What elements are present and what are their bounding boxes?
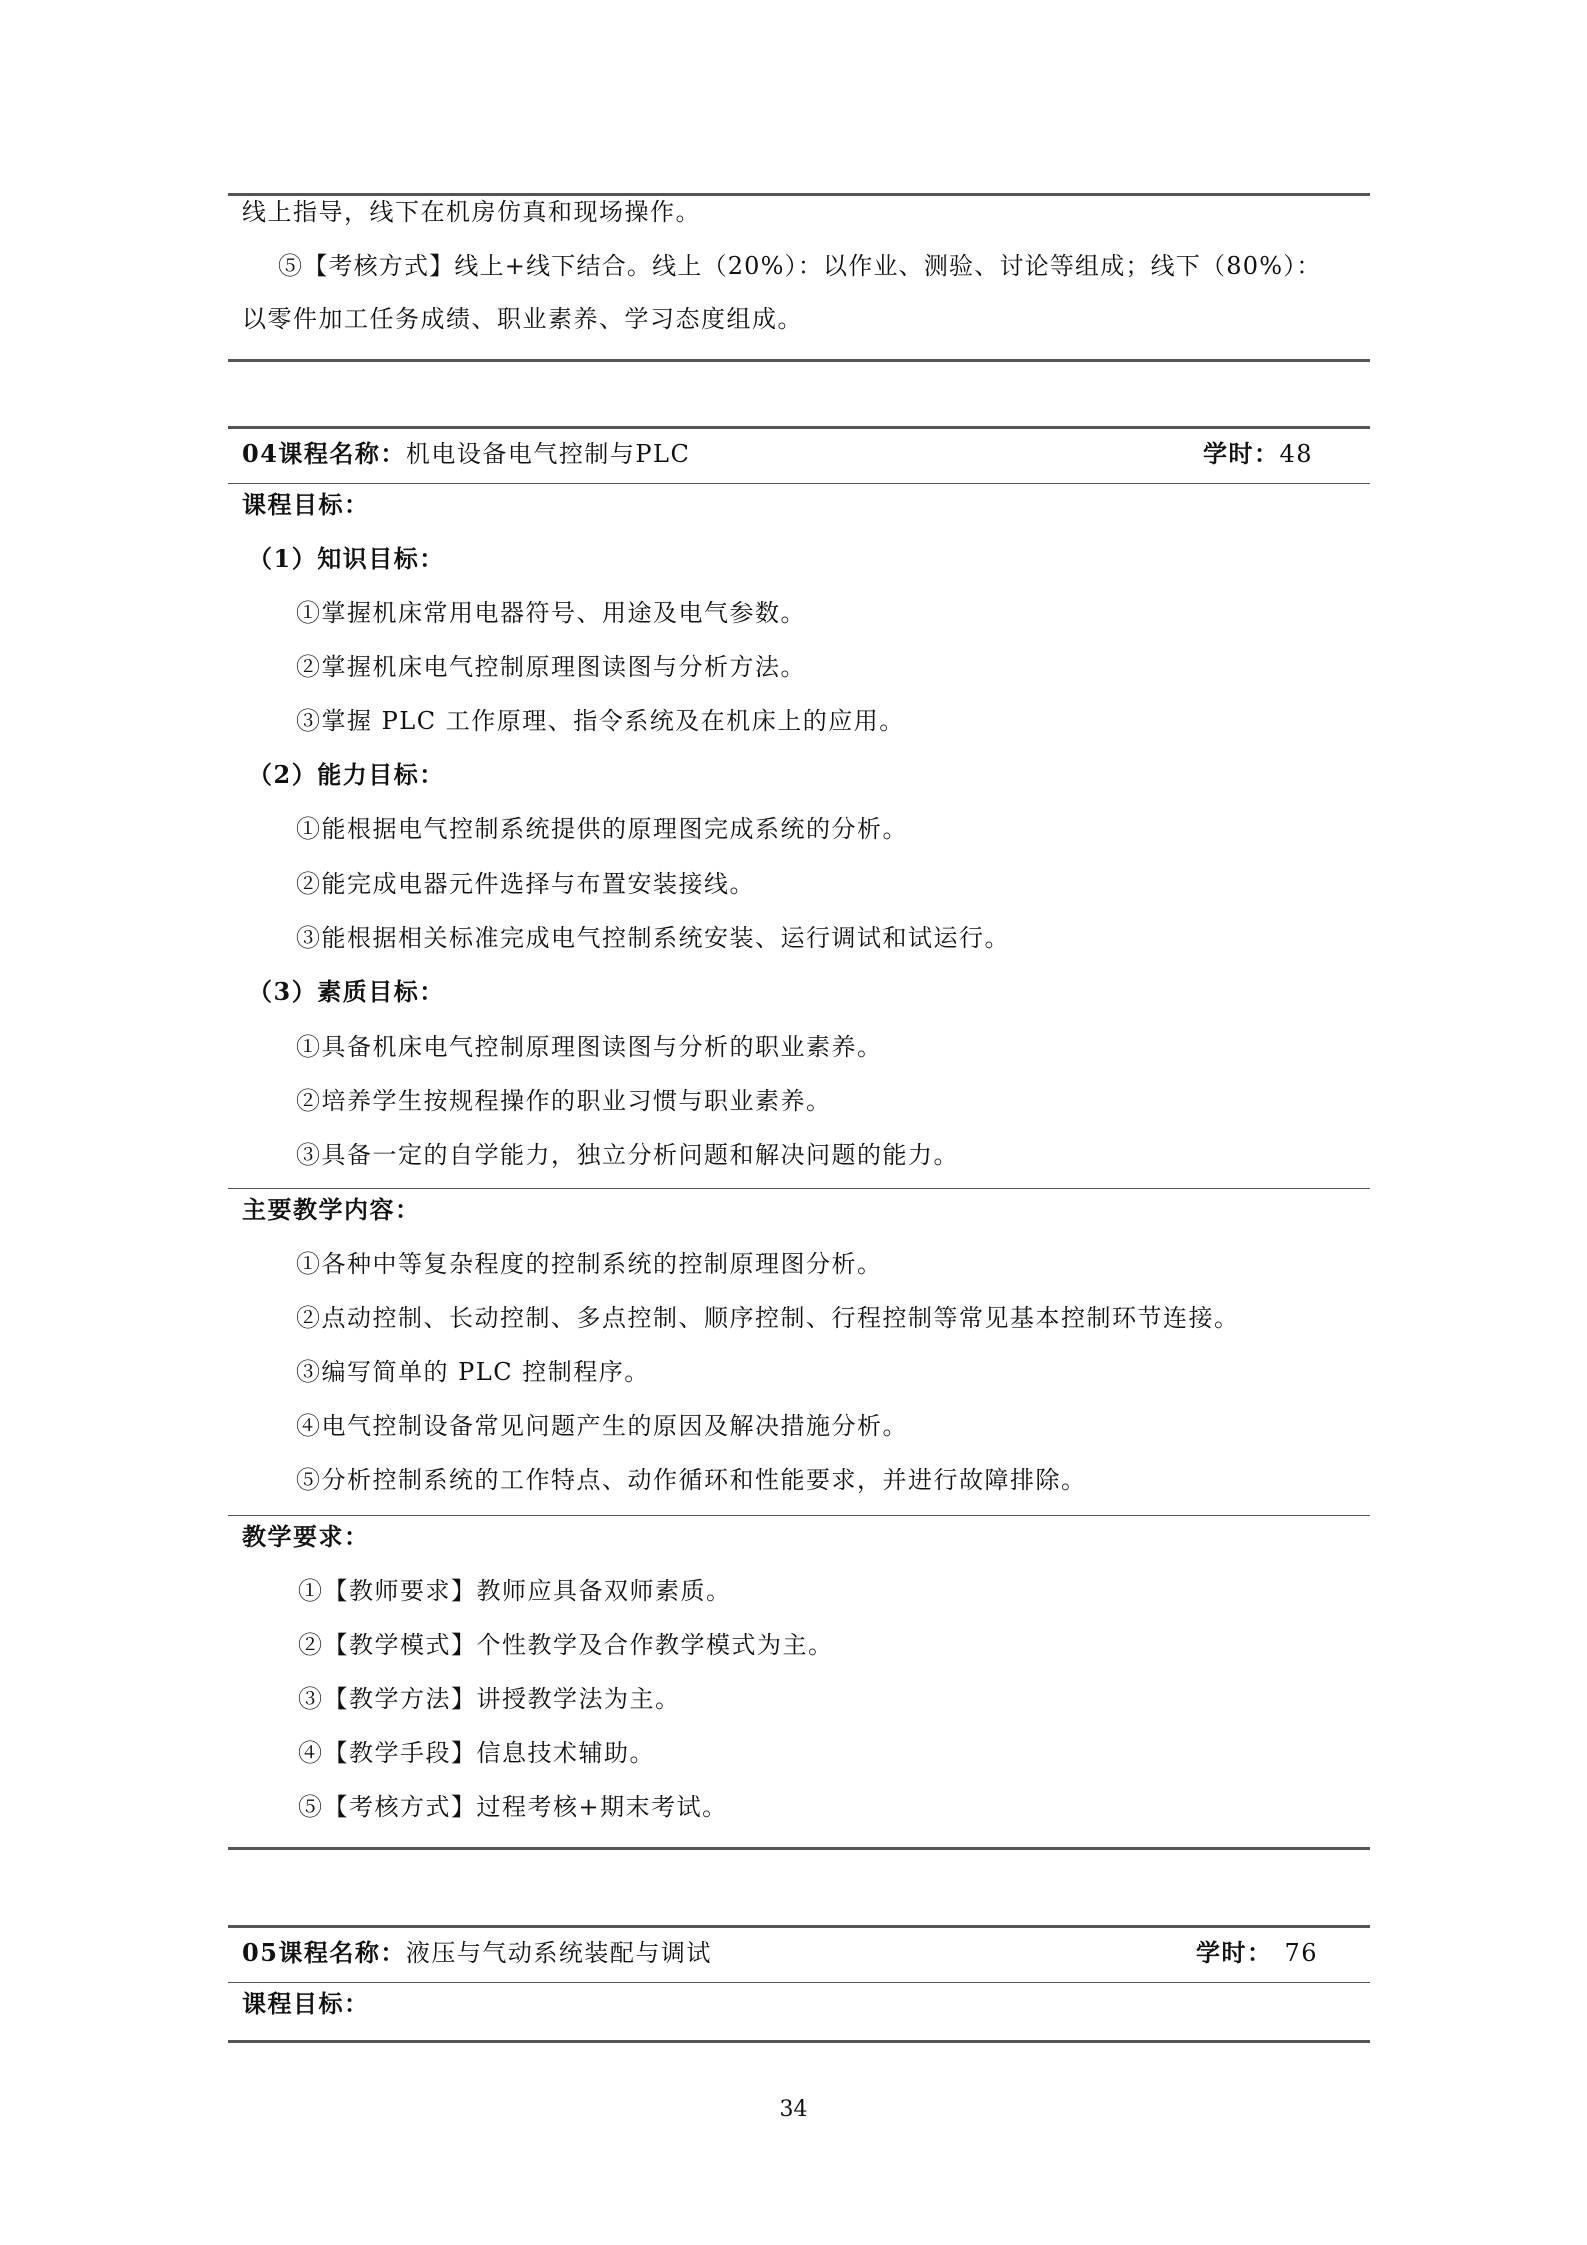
teaching-content-label: 主要教学内容： <box>242 1195 421 1224</box>
ability-item-2: ②能完成电器元件选择与布置安装接线。 <box>296 870 755 898</box>
hours-label: 学时： <box>1196 1938 1273 1967</box>
assessment-text-line1: ⑤【考核方式】线上+线下结合。线上（20%）：以作业、测验、讨论等组成；线下（80%）： <box>278 252 1322 280</box>
page-number: 34 <box>779 2097 808 2122</box>
prev-course-block <box>228 193 1370 363</box>
hours-value: 76 <box>1284 1939 1319 1967</box>
continued-text: 线上指导，线下在机房仿真和现场操作。 <box>242 198 701 226</box>
requirement-item-3: ③【教学方法】讲授教学法为主。 <box>298 1685 681 1713</box>
course-05-block <box>228 1925 1370 2045</box>
content-item-1: ①各种中等复杂程度的控制系统的控制原理图分析。 <box>296 1250 883 1278</box>
hours-label: 学时： <box>1203 439 1280 468</box>
knowledge-item-2: ②掌握机床电气控制原理图读图与分析方法。 <box>296 653 806 681</box>
row-divider <box>228 1188 1370 1189</box>
assessment-text-line2: 以零件加工任务成绩、职业素养、学习态度组成。 <box>242 305 803 333</box>
requirement-item-2: ②【教学模式】个性教学及合作教学模式为主。 <box>298 1631 834 1659</box>
objectives-label: 课程目标： <box>242 1989 370 2018</box>
course-title <box>242 1938 712 1968</box>
teaching-requirements-label: 教学要求： <box>242 1522 370 1551</box>
ability-item-3: ③能根据相关标准完成电气控制系统安装、运行调试和试运行。 <box>296 924 1010 952</box>
course-number: 05 <box>242 1938 279 1967</box>
table-top-border <box>228 193 1370 196</box>
course-name: 机电设备电气控制与PLC <box>405 440 691 468</box>
course-hours <box>1196 1938 1318 1968</box>
course-number: 04 <box>242 439 279 468</box>
quality-item-1: ①具备机床电气控制原理图读图与分析的职业素养。 <box>296 1033 883 1061</box>
ability-item-1: ①能根据电气控制系统提供的原理图完成系统的分析。 <box>296 815 908 843</box>
course-04-block <box>228 426 1370 1866</box>
course-05-header <box>228 1925 1370 1981</box>
course-04-header <box>228 426 1370 482</box>
requirement-item-5: ⑤【考核方式】过程考核+期末考试。 <box>298 1793 728 1821</box>
quality-objectives-heading: （3）素质目标： <box>248 977 445 1006</box>
ability-objectives-heading: （2）能力目标： <box>248 760 445 789</box>
row-divider <box>228 1515 1370 1516</box>
course-hours <box>1203 439 1313 469</box>
content-item-3: ③编写简单的 PLC 控制程序。 <box>296 1358 650 1386</box>
course-name-label: 课程名称： <box>278 1938 406 1967</box>
course-name: 液压与气动系统装配与调试 <box>405 1939 712 1967</box>
knowledge-item-3: ③掌握 PLC 工作原理、指令系统及在机床上的应用。 <box>296 707 905 735</box>
row-divider <box>228 1982 1370 1983</box>
table-bottom-border <box>228 1847 1370 1850</box>
course-name-label: 课程名称： <box>278 439 406 468</box>
content-item-2: ②点动控制、长动控制、多点控制、顺序控制、行程控制等常见基本控制环节连接。 <box>296 1304 1240 1332</box>
table-bottom-border <box>228 359 1370 362</box>
requirement-item-1: ①【教师要求】教师应具备双师素质。 <box>298 1577 732 1605</box>
objectives-label: 课程目标： <box>242 490 370 519</box>
quality-item-2: ②培养学生按规程操作的职业习惯与职业素养。 <box>296 1087 832 1115</box>
quality-item-3: ③具备一定的自学能力，独立分析问题和解决问题的能力。 <box>296 1141 959 1169</box>
knowledge-item-1: ①掌握机床常用电器符号、用途及电气参数。 <box>296 599 806 627</box>
row-divider <box>228 483 1370 484</box>
content-item-5: ⑤分析控制系统的工作特点、动作循环和性能要求，并进行故障排除。 <box>296 1466 1087 1494</box>
requirement-item-4: ④【教学手段】信息技术辅助。 <box>298 1739 655 1767</box>
course-title <box>242 439 690 469</box>
table-bottom-border <box>228 2040 1370 2043</box>
knowledge-objectives-heading: （1）知识目标： <box>248 544 445 573</box>
hours-value: 48 <box>1279 440 1314 468</box>
content-item-4: ④电气控制设备常见问题产生的原因及解决措施分析。 <box>296 1412 908 1440</box>
